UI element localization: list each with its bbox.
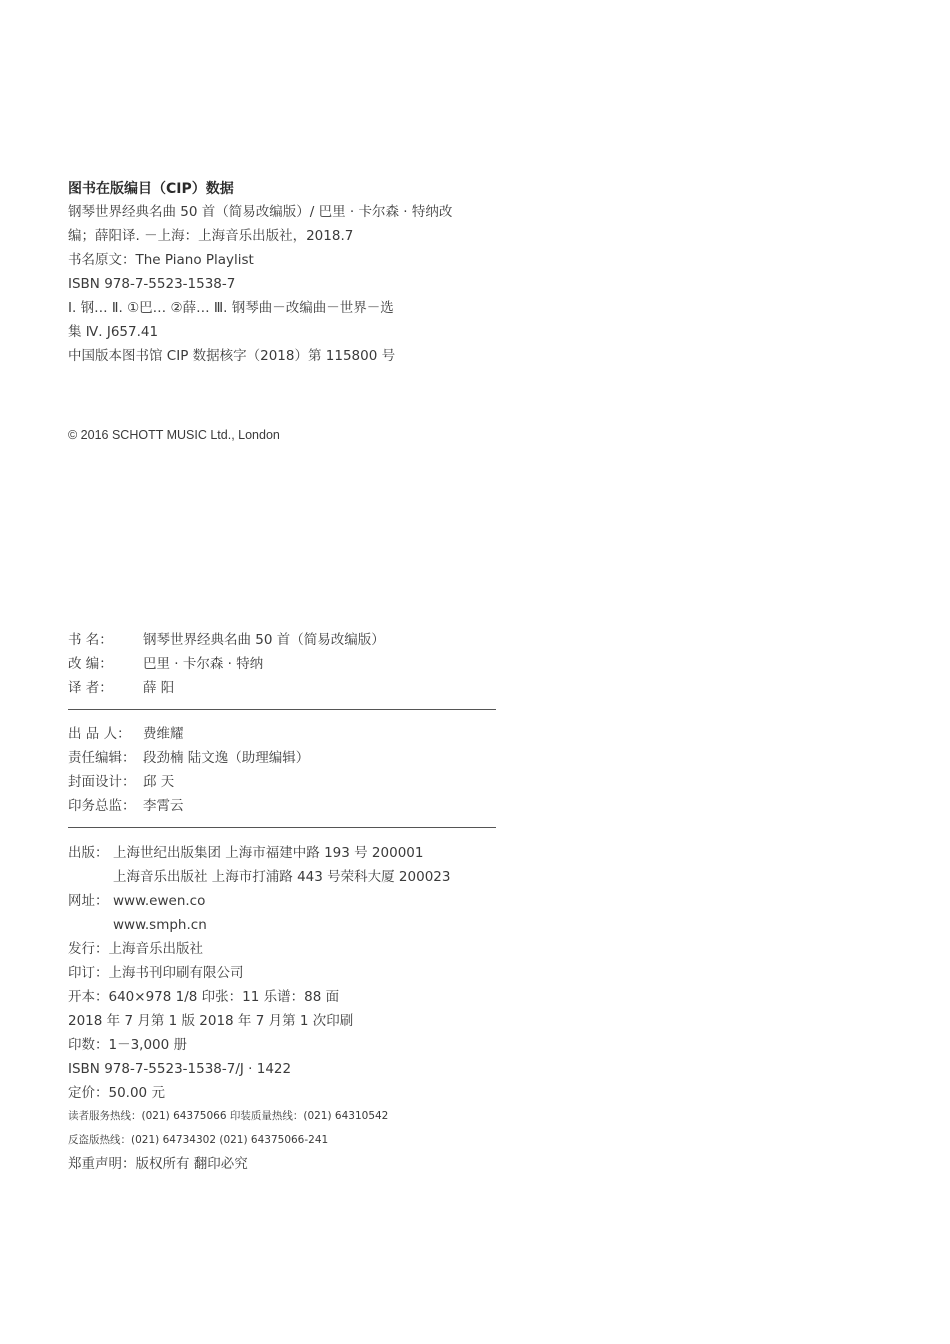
copyright-notice: © 2016 SCHOTT MUSIC Ltd., London bbox=[68, 428, 280, 442]
publisher-line bbox=[68, 841, 423, 865]
credit-arranger bbox=[68, 652, 263, 676]
cip-line: 书名原文：The Piano Playlist bbox=[68, 252, 254, 268]
isbn-line: ISBN 978-7-5523-1538-7/J · 1422 bbox=[68, 1061, 292, 1077]
staff-value: 段劲楠 陆文逸（助理编辑） bbox=[143, 750, 310, 766]
credit-label: 译 者： bbox=[68, 680, 113, 696]
website-label: 网址： bbox=[68, 893, 109, 909]
staff-label: 封面设计： bbox=[68, 774, 136, 790]
staff-value: 邱 天 bbox=[143, 774, 175, 790]
credit-value: 巴里 · 卡尔森 · 特纳 bbox=[143, 656, 264, 672]
website-line bbox=[68, 889, 205, 913]
staff-cover-design bbox=[68, 770, 174, 794]
price-line: 定价：50.00 元 bbox=[68, 1085, 165, 1101]
credit-label: 改 编： bbox=[68, 656, 113, 672]
copyright-statement: 郑重声明：版权所有 翻印必究 bbox=[68, 1156, 248, 1172]
staff-label: 出 品 人： bbox=[68, 726, 131, 742]
publisher-value: 上海世纪出版集团 上海市福建中路 193 号 200001 bbox=[113, 845, 424, 861]
divider bbox=[68, 827, 496, 828]
staff-value: 李霄云 bbox=[143, 798, 184, 814]
credit-value: 钢琴世界经典名曲 50 首（简易改编版） bbox=[143, 632, 385, 648]
format-line: 开本：640×978 1/8 印张：11 乐谱：88 面 bbox=[68, 989, 340, 1005]
staff-producer bbox=[68, 722, 184, 746]
hotline-line: 反盗版热线：(021) 64734302 (021) 64375066-241 bbox=[68, 1134, 329, 1146]
cip-line: ISBN 978-7-5523-1538-7 bbox=[68, 276, 236, 292]
print-run-line: 印数：1－3,000 册 bbox=[68, 1037, 188, 1053]
credit-title bbox=[68, 628, 385, 652]
website-line: www.smph.cn bbox=[113, 917, 207, 933]
printer-line: 印订：上海书刊印刷有限公司 bbox=[68, 965, 244, 981]
hotline-line: 读者服务热线：(021) 64375066 印装质量热线：(021) 64310542 bbox=[68, 1110, 389, 1122]
publisher-label: 出版： bbox=[68, 845, 109, 861]
staff-label: 责任编辑： bbox=[68, 750, 136, 766]
publisher-line: 上海音乐出版社 上海市打浦路 443 号荣科大厦 200023 bbox=[113, 869, 451, 885]
cip-line: 集 Ⅳ. J657.41 bbox=[68, 324, 159, 340]
website-value: www.ewen.co bbox=[113, 893, 206, 909]
credit-value: 薛 阳 bbox=[143, 680, 175, 696]
credit-translator bbox=[68, 676, 174, 700]
cip-line: 编；薛阳译. －上海：上海音乐出版社，2018.7 bbox=[68, 228, 354, 244]
divider bbox=[68, 709, 496, 710]
staff-editor bbox=[68, 746, 309, 770]
staff-print-director bbox=[68, 794, 184, 818]
staff-value: 费维耀 bbox=[143, 726, 184, 742]
edition-line: 2018 年 7 月第 1 版 2018 年 7 月第 1 次印刷 bbox=[68, 1013, 354, 1029]
credit-label: 书 名： bbox=[68, 632, 113, 648]
cip-line: 钢琴世界经典名曲 50 首（简易改编版）/ 巴里 · 卡尔森 · 特纳改 bbox=[68, 204, 453, 220]
distributor-line: 发行：上海音乐出版社 bbox=[68, 941, 203, 957]
cip-title: 图书在版编目（CIP）数据 bbox=[68, 181, 234, 197]
cip-line: Ⅰ. 钢… Ⅱ. ①巴… ②薛… Ⅲ. 钢琴曲－改编曲－世界－选 bbox=[68, 300, 394, 316]
cip-line: 中国版本图书馆 CIP 数据核字（2018）第 115800 号 bbox=[68, 348, 396, 364]
staff-label: 印务总监： bbox=[68, 798, 136, 814]
